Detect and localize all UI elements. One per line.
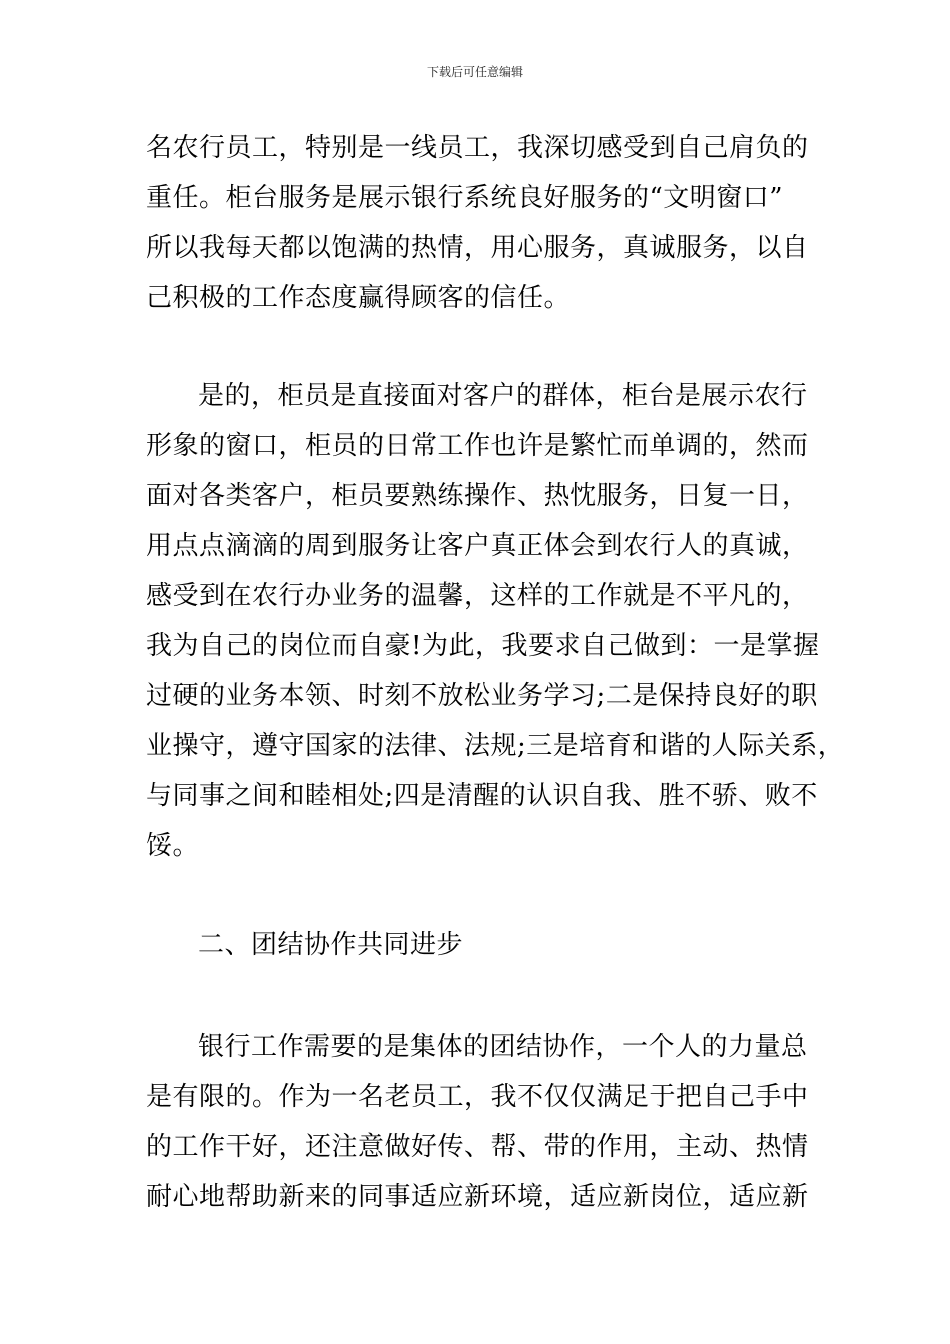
text-line: 己积极的工作态度赢得顾客的信任。 <box>146 283 571 313</box>
text-line: 名农行员工，特别是一线员工，我深切感受到自己肩负的 <box>146 133 809 163</box>
text-line: 形象的窗口，柜员的日常工作也许是繁忙而单调的，然而 <box>146 431 809 461</box>
text-line: 是有限的。作为一名老员工，我不仅仅满足于把自己手中 <box>146 1082 809 1112</box>
text-line: 银行工作需要的是集体的团结协作，一个人的力量总 <box>198 1032 808 1062</box>
text-line: 我为自己的岗位而自豪!为此，我要求自己做到：一是掌握 <box>146 631 820 661</box>
section-heading: 二、团结协作共同进步 <box>198 930 464 960</box>
text-line: 的工作干好，还注意做好传、帮、带的作用，主动、热情 <box>146 1132 809 1162</box>
text-line: 用点点滴滴的周到服务让客户真正体会到农行人的真诚， <box>146 531 809 561</box>
text-line: 与同事之间和睦相处;四是清醒的认识自我、胜不骄、败不 <box>146 781 818 811</box>
page-header: 下载后可任意编辑 <box>426 65 523 79</box>
text-line: 过硬的业务本领、时刻不放松业务学习;二是保持良好的职 <box>146 681 818 711</box>
text-line: 馁。 <box>146 831 200 861</box>
text-line: 是的，柜员是直接面对客户的群体，柜台是展示农行 <box>198 381 808 411</box>
text-line: 重任。柜台服务是展示银行系统良好服务的“文明窗口” <box>146 183 784 213</box>
text-line: 感受到在农行办业务的温馨，这样的工作就是不平凡的， <box>146 581 809 611</box>
text-line: 耐心地帮助新来的同事适应新环境，适应新岗位，适应新 <box>146 1182 809 1212</box>
text-line: 面对各类客户，柜员要熟练操作、热忱服务，日复一日， <box>146 481 809 511</box>
text-line: 业操守，遵守国家的法律、法规;三是培育和谐的人际关系， <box>146 731 845 761</box>
text-line: 所以我每天都以饱满的热情，用心服务，真诚服务，以自 <box>146 233 809 263</box>
